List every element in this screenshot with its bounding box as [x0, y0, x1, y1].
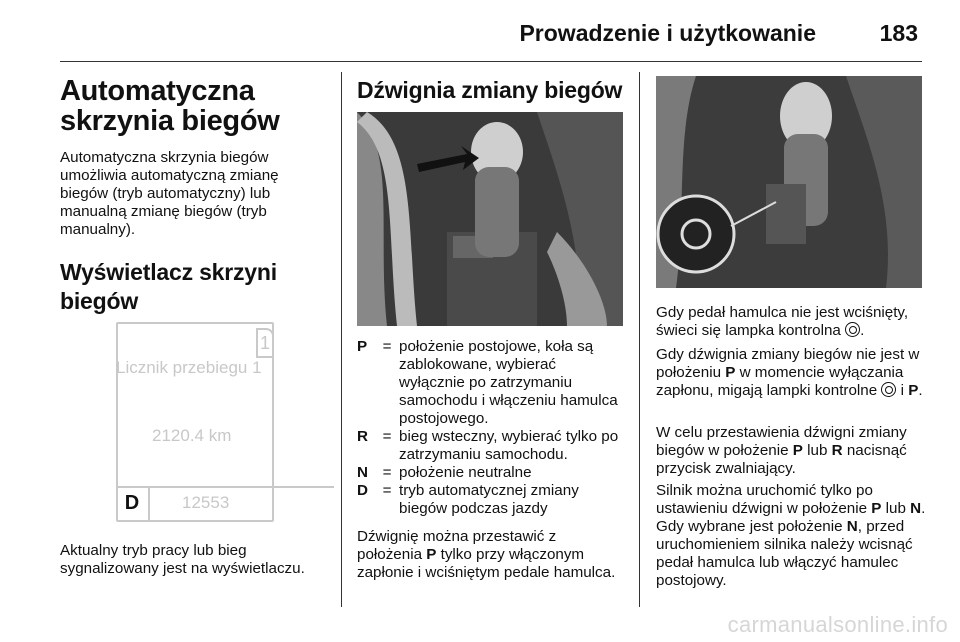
definition-separator: =	[382, 464, 392, 481]
definition-separator: =	[382, 428, 392, 445]
definition-text: położenie neutralne	[399, 464, 532, 481]
distance-value: 2120.4 km	[152, 426, 232, 445]
lever-paragraph	[357, 528, 619, 582]
brake-warning-icon	[881, 382, 896, 397]
trip-indicator: 1	[256, 328, 274, 358]
text-run: .	[860, 322, 865, 339]
definition-key: N	[357, 464, 368, 481]
text-run: P	[426, 546, 437, 563]
brake-warning-icon	[845, 322, 860, 337]
gear-lever-closeup-photo	[656, 76, 922, 288]
text-run: N	[910, 500, 922, 517]
odometer-label: Licznik przebiegu 1	[116, 358, 262, 377]
release-button-paragraph	[656, 424, 926, 478]
text-run: nacisnąć przycisk zwalniający.	[656, 442, 907, 477]
subsection-heading: Wyświetlacz skrzyni biegów	[60, 259, 277, 314]
gear-lever-photo	[357, 112, 623, 326]
text-run: , przed uruchomieniem silnika należy wcisnąć pedał hamulca lub włączyć hamulec postojowy.	[656, 518, 913, 589]
ignition-paragraph	[656, 346, 926, 400]
brake-lamp-paragraph	[656, 304, 926, 340]
text-run: N	[846, 518, 858, 535]
page-number: 183	[879, 20, 918, 46]
text-run: lub	[881, 500, 911, 517]
subsection-heading: Dźwignia zmiany biegów	[357, 77, 623, 103]
text-run: P	[871, 500, 882, 517]
text-run: lub	[802, 442, 832, 459]
list-item	[357, 428, 619, 464]
text-run: . Gdy wybrane jest położenie	[656, 500, 926, 535]
text-run: R	[831, 442, 843, 459]
gear-positions-list	[357, 338, 619, 518]
definition-key: R	[357, 428, 368, 445]
definition-separator: =	[382, 482, 392, 499]
list-item	[357, 464, 619, 482]
definition-text: tryb automatycznej zmiany biegów podczas jazdy	[399, 482, 579, 517]
transmission-display-figure	[60, 318, 326, 528]
text-run: P	[908, 382, 919, 399]
text-run: Gdy pedał hamulca nie jest wciśnięty, świeci się lampka kontrolna	[656, 304, 909, 339]
gear-indicator: D	[116, 486, 150, 522]
engine-start-paragraph	[656, 482, 926, 590]
column-divider	[341, 72, 342, 607]
text-run: tylko przy włączonym zapłonie i wciśniętym pedale hamulca.	[357, 546, 616, 581]
watermark: carmanualsonline.info	[727, 612, 948, 637]
text-run: Dźwignię można przestawić z położenia	[357, 528, 557, 563]
column-divider	[639, 72, 640, 607]
section-heading: Automatyczna skrzynia biegów	[60, 75, 280, 137]
page-header-title: Prowadzenie i użytkowanie	[519, 20, 816, 46]
display-caption: Aktualny tryb pracy lub bieg sygnalizowany jest na wyświetlaczu.	[60, 542, 305, 577]
intro-paragraph: Automatyczna skrzynia biegów umożliwia automatyczną zmianę biegów (tryb automatyczny) lub manualną zmianę biegów (tryb manualny).	[60, 149, 279, 238]
definition-key: P	[357, 338, 368, 355]
total-distance-value: 12553	[182, 493, 230, 512]
list-item	[357, 482, 619, 518]
text-run: W celu przestawienia dźwigni zmiany biegów w położenie	[656, 424, 907, 459]
definition-separator: =	[382, 338, 392, 355]
page-header	[60, 14, 922, 62]
text-run: .	[918, 382, 923, 399]
text-run: w momencie wyłączania zapłonu, migają lampki kontrolne	[656, 364, 904, 399]
text-run: P	[725, 364, 736, 381]
text-run: Gdy dźwignia zmiany biegów nie jest w położeniu	[656, 346, 920, 381]
text-run: P	[792, 442, 803, 459]
definition-key: D	[357, 482, 368, 499]
list-item	[357, 338, 619, 428]
text-run: i	[896, 382, 909, 399]
definition-text: bieg wsteczny, wybierać tylko po zatrzymaniu samochodu.	[399, 428, 619, 463]
text-run: Silnik można uruchomić tylko po ustawieniu dźwigni w położenie	[656, 482, 873, 517]
definition-text: położenie postojowe, koła są zablokowane, wybierać wyłącznie po zatrzymaniu samochodu i włączeniu hamulca postojowego.	[399, 338, 618, 427]
